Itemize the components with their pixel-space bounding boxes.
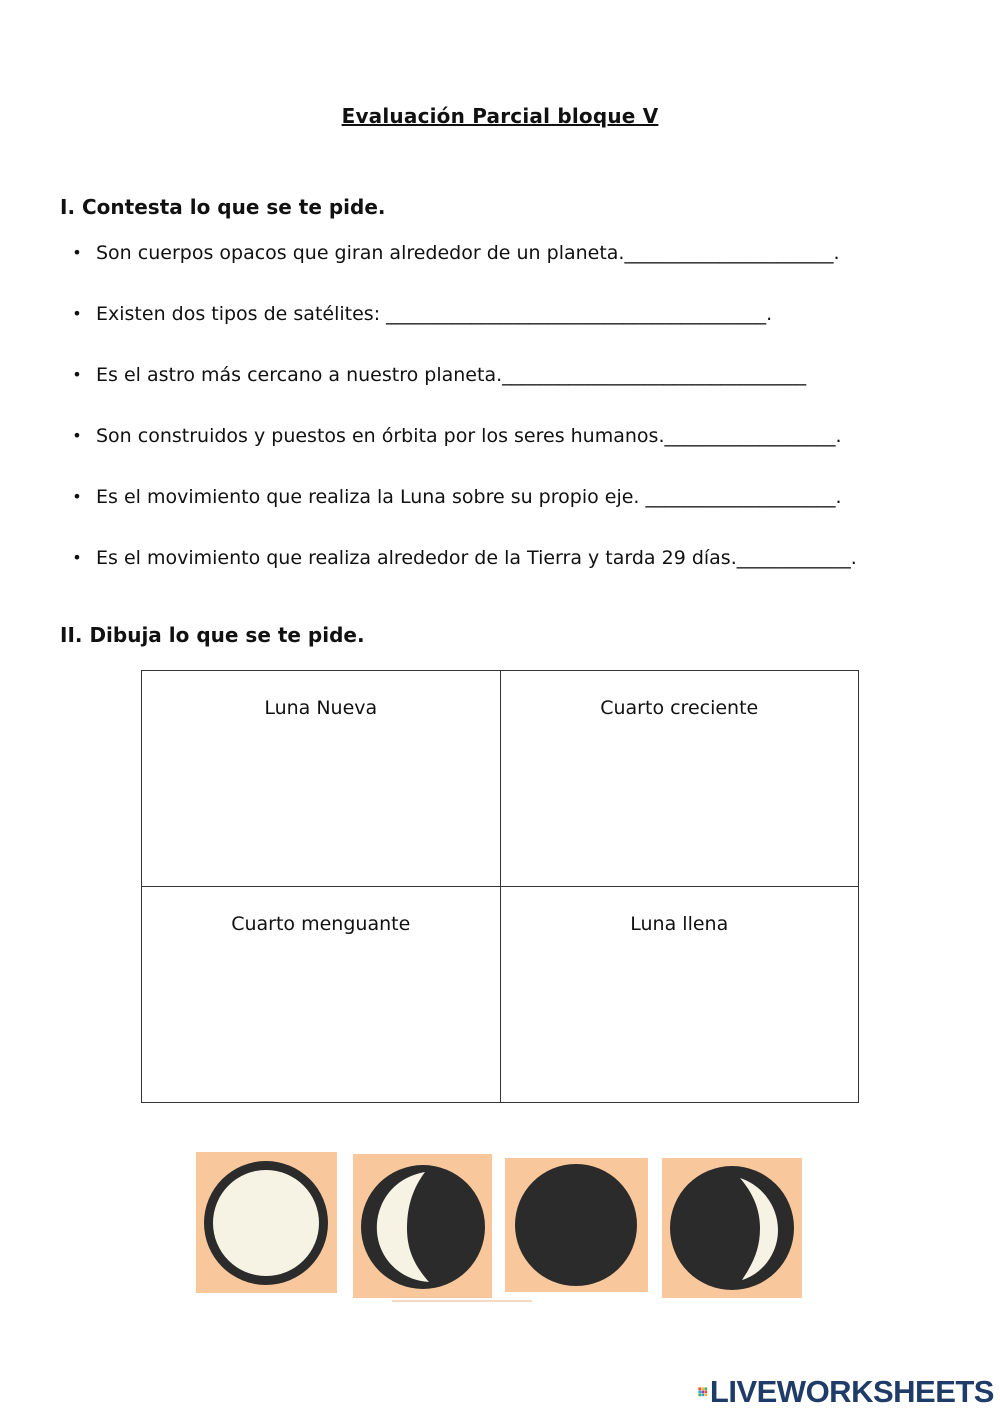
drop-cell-cuarto-menguante[interactable]: Cuarto menguante [142, 887, 501, 1103]
question-item[interactable] [70, 541, 970, 602]
logo-text: LIVEWORKSHEETS [709, 1374, 994, 1409]
question-item[interactable] [70, 236, 970, 297]
moon-full-tile[interactable] [196, 1152, 337, 1293]
section-1-heading: I. Contesta lo que se te pide. [60, 195, 386, 219]
bullet-icon: • [72, 365, 82, 384]
waxing-crescent-icon [662, 1158, 802, 1298]
drop-cell-cuarto-creciente[interactable]: Cuarto creciente [500, 671, 859, 887]
moon-new-tile[interactable] [505, 1158, 648, 1292]
question-text: Son cuerpos opacos que giran alrededor de un planeta.______________________. [96, 242, 840, 264]
bullet-icon: • [72, 548, 82, 567]
bullet-icon: • [72, 243, 82, 262]
question-item[interactable] [70, 297, 970, 358]
question-item[interactable] [70, 480, 970, 541]
question-text: Es el astro más cercano a nuestro planeta.________________________________ [96, 364, 807, 386]
liveworksheets-logo[interactable] [698, 1374, 994, 1410]
section-2-heading: II. Dibuja lo que se te pide. [60, 623, 365, 647]
question-item[interactable] [70, 358, 970, 419]
bullet-icon: • [72, 304, 82, 323]
question-text: Es el movimiento que realiza la Luna sobre su propio eje. ____________________. [96, 486, 842, 508]
bullet-icon: • [72, 426, 82, 445]
question-text: Existen dos tipos de satélites: ________________________________________. [96, 303, 773, 325]
question-text: Son construidos y puestos en órbita por los seres humanos.__________________. [96, 425, 842, 447]
moon-waxing-crescent-tile[interactable] [662, 1158, 802, 1298]
question-text: Es el movimiento que realiza alrededor de la Tierra y tarda 29 días.____________. [96, 547, 857, 569]
question-item[interactable] [70, 419, 970, 480]
drop-cell-luna-llena[interactable]: Luna llena [500, 887, 859, 1103]
moon-waning-crescent-tile[interactable] [353, 1154, 492, 1298]
divider-line [392, 1300, 532, 1302]
moon-phase-table [141, 670, 859, 1103]
waning-crescent-icon [353, 1154, 492, 1298]
new-moon-icon [505, 1158, 648, 1292]
question-list [70, 236, 970, 602]
page-title: Evaluación Parcial bloque V [341, 104, 659, 128]
bullet-icon: • [72, 487, 82, 506]
full-moon-icon [196, 1152, 337, 1293]
drop-cell-luna-nueva[interactable]: Luna Nueva [142, 671, 501, 887]
liveworksheets-logo-icon [698, 1378, 708, 1406]
